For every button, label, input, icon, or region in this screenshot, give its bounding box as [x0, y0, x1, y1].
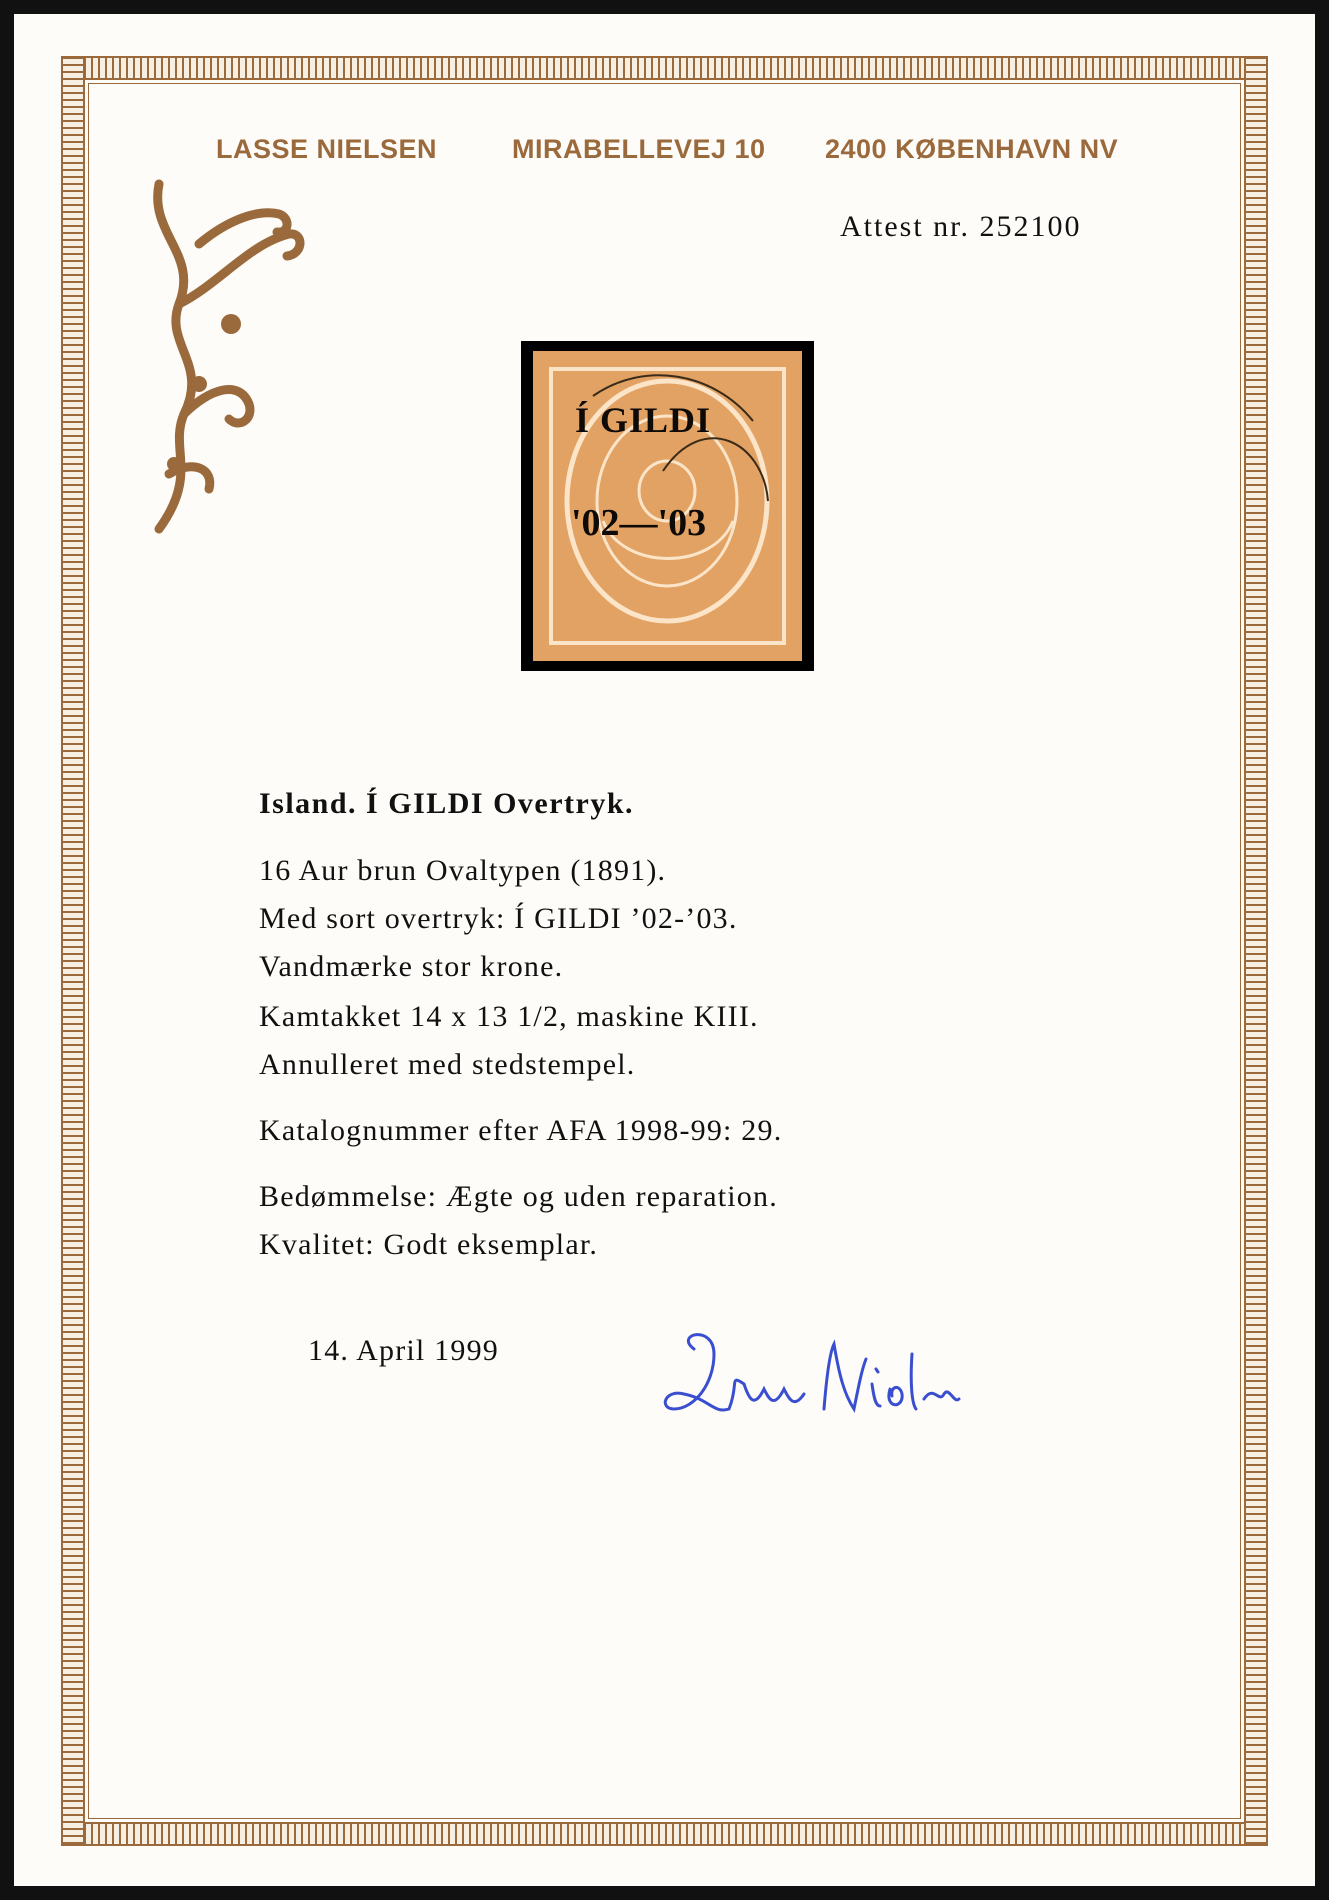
quality-line: Kvalitet: Godt eksemplar. — [259, 1228, 599, 1261]
description-line: Annulleret med stedstempel. — [259, 1048, 636, 1081]
border-bottom — [61, 1822, 1268, 1846]
corner-ornament-icon — [139, 174, 309, 544]
assessment-line: Bedømmelse: Ægte og uden reparation. — [259, 1180, 778, 1213]
letterhead-city: 2400 KØBENHAVN NV — [825, 134, 1119, 164]
certificate-sheet — [14, 14, 1315, 1886]
stamp-overprint-line2: '02—'03 — [571, 502, 707, 544]
catalog-number-line: Katalognummer efter AFA 1998-99: 29. — [259, 1114, 783, 1147]
border-left — [61, 56, 85, 1846]
description-line: Med sort overtryk: Í GILDI ’02-’03. — [259, 902, 738, 935]
border-top — [61, 56, 1268, 80]
certificate-date: 14. April 1999 — [308, 1334, 499, 1367]
letterhead-name: LASSE NIELSEN — [216, 134, 438, 164]
stamp — [533, 351, 802, 661]
signature-icon — [654, 1314, 964, 1444]
attest-number: Attest nr. 252100 — [840, 210, 1082, 243]
description-line: Kamtakket 14 x 13 1/2, maskine KIII. — [259, 1000, 759, 1033]
stamp-image — [521, 341, 814, 671]
description-line: 16 Aur brun Ovaltypen (1891). — [259, 854, 667, 887]
certificate-title: Island. Í GILDI Overtryk. — [259, 787, 635, 820]
letterhead-street: MIRABELLEVEJ 10 — [512, 134, 766, 164]
description-line: Vandmærke stor krone. — [259, 950, 564, 983]
border-right — [1244, 56, 1268, 1846]
stamp-overprint-line1: Í GILDI — [575, 400, 712, 440]
